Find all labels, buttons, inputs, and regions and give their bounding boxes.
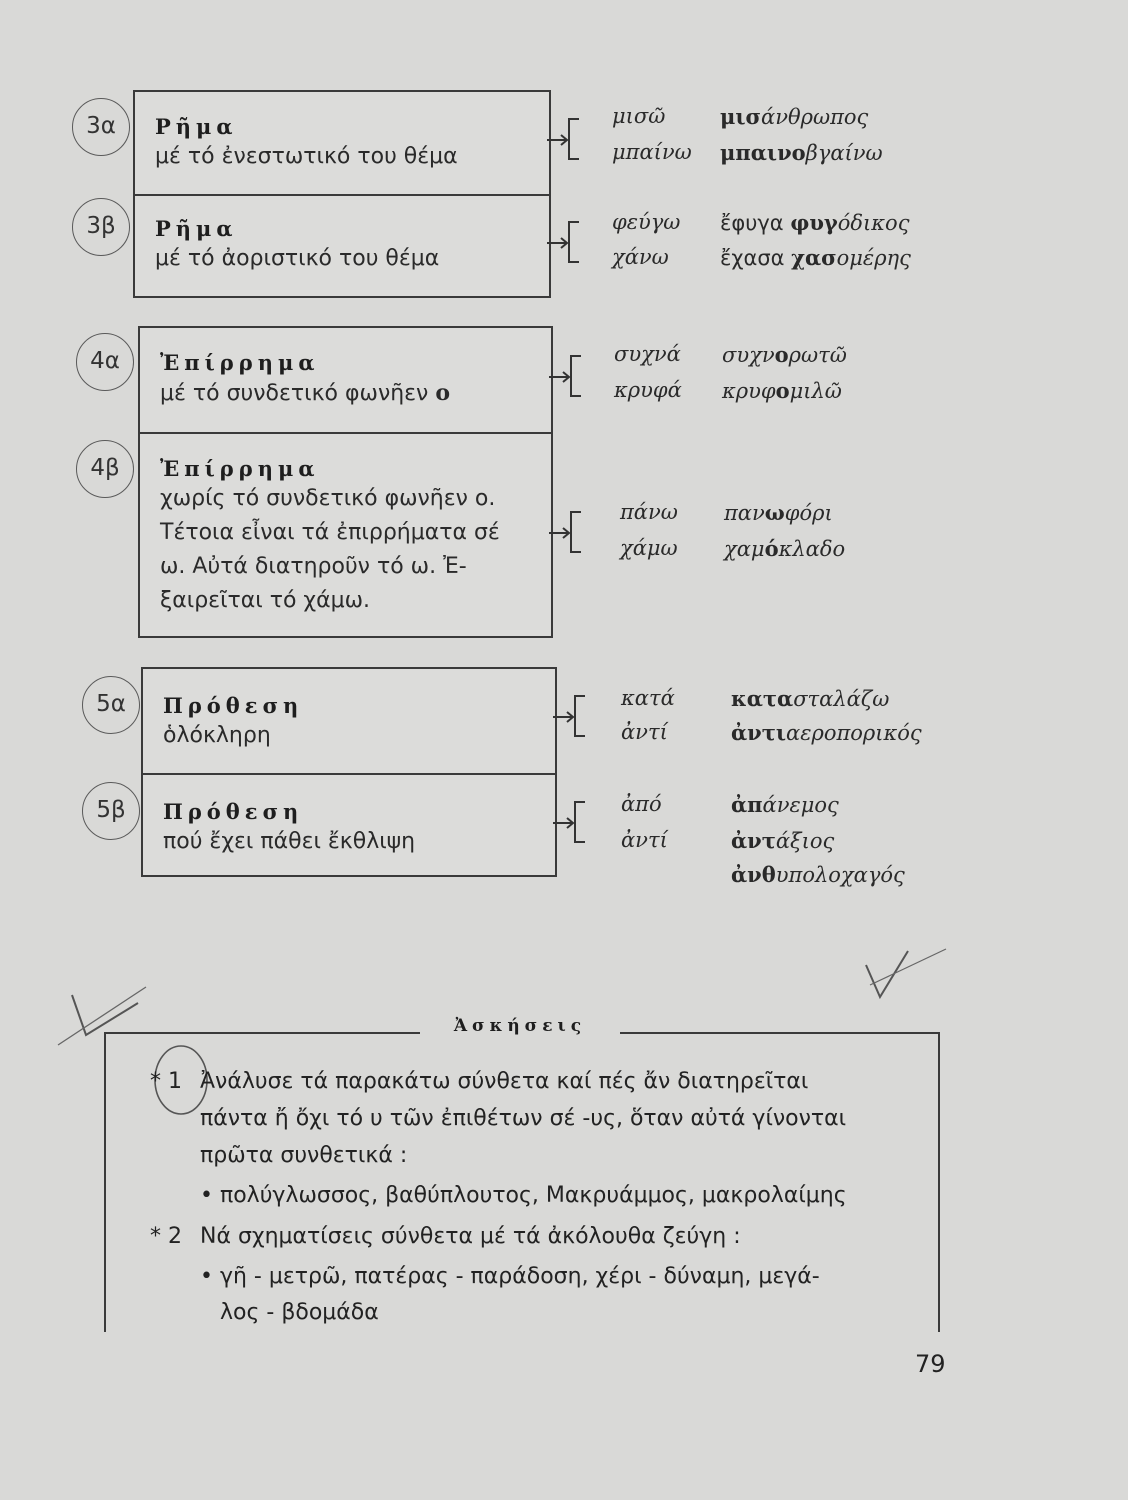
section-label: 5α — [82, 676, 140, 734]
cell-title: Ἐπίρρημα — [160, 456, 320, 481]
example-word: χάνω — [612, 245, 669, 269]
example-compound: ἀνθυπολοχαγός — [731, 862, 905, 887]
example-word: κρυφά — [614, 378, 682, 402]
exercise-bullet: • πολύγλωσσος, βαθύπλουτος, Μακρυάμμος, μακρολαίμης — [200, 1183, 847, 1208]
section-label: 3β — [72, 198, 130, 256]
example-compound: συχνορωτῶ — [722, 342, 847, 367]
exercise-number: * 2 — [150, 1224, 182, 1249]
bracket-arrow-icon — [547, 508, 587, 558]
exercise-line: πρῶτα συνθετικά : — [200, 1143, 408, 1168]
preposition-whole-cell — [143, 669, 555, 773]
bracket-arrow-icon — [547, 352, 587, 402]
example-word: ἀπό — [621, 792, 662, 816]
example-word: φεύγω — [612, 210, 681, 234]
cell-text: Τέτοια εἶναι τά ἐπιρρήματα σέ — [160, 520, 500, 545]
example-word: πάνω — [620, 500, 678, 524]
exercise-line: Νά σχηματίσεις σύνθετα μέ τά ἀκόλουθα ζεύγη : — [200, 1224, 741, 1249]
example-compound: κρυφομιλῶ — [722, 378, 842, 403]
example-compound: μπαινοβγαίνω — [720, 140, 883, 165]
exercise-line: Ἀνάλυσε τά παρακάτω σύνθετα καί πές ἄν διατηρεῖται — [200, 1069, 809, 1094]
bracket-arrow-icon — [545, 218, 585, 268]
example-word: ἀντί — [621, 720, 668, 744]
cell-title: Πρόθεση — [163, 693, 304, 718]
exercise-bullet: • γῆ - μετρῶ, πατέρας - παράδοση, χέρι - δύναμη, μεγά- — [200, 1264, 820, 1289]
example-compound: ἀπάνεμος — [731, 792, 839, 817]
example-compound: ἔφυγα φυγόδικος — [720, 210, 910, 235]
section-label: 3α — [72, 98, 130, 156]
cell-text: μέ τό ἐνεστωτικό του θέμα — [155, 144, 458, 169]
example-word: χάμω — [620, 536, 678, 560]
cell-text: χωρίς τό συνδετικό φωνῆεν ο. — [160, 486, 496, 511]
example-compound: ἀντιαεροπορικός — [731, 720, 922, 745]
cell-title: Ρῆμα — [155, 114, 238, 139]
exercise-text — [200, 1063, 940, 1174]
example-word: μπαίνω — [612, 140, 692, 164]
example-word: μισῶ — [612, 104, 666, 128]
cell-text: πού ἔχει πάθει ἔκθλιψη — [163, 829, 416, 854]
exercises-title: Ἀσκήσεις — [420, 1016, 620, 1036]
section-label: 5β — [82, 782, 140, 840]
example-compound: κατασταλάζω — [731, 686, 890, 711]
verb-aorist-cell — [135, 194, 549, 296]
section-label: 4β — [76, 440, 134, 498]
example-word: κατά — [621, 686, 675, 710]
page-number: 79 — [915, 1350, 946, 1378]
cell-text: ξαιρεῖται τό χάμω. — [160, 588, 371, 613]
cell-text: μέ τό ἀοριστικό του θέμα — [155, 246, 440, 271]
cell-text: μέ τό συνδετικό φωνῆεν ο — [160, 380, 451, 406]
exercise-text — [200, 1218, 940, 1255]
cell-title: Ρῆμα — [155, 216, 238, 241]
exercise-number: * 1 — [150, 1069, 182, 1094]
bracket-arrow-icon — [551, 798, 591, 848]
example-compound: ἀντάξιος — [731, 828, 835, 853]
preposition-elided-cell — [143, 773, 555, 875]
verb-box — [133, 90, 551, 298]
cell-title: Πρόθεση — [163, 799, 304, 824]
adverb-box — [138, 326, 553, 638]
adverb-with-o-cell — [140, 328, 551, 432]
example-word: συχνά — [614, 342, 681, 366]
verb-present-cell — [135, 92, 549, 194]
cell-title: Ἐπίρρημα — [160, 350, 320, 375]
example-compound: πανωφόρι — [724, 500, 833, 525]
cell-text: ὁλόκληρη — [163, 723, 271, 748]
section-label: 4α — [76, 333, 134, 391]
exercise-line: πάντα ἤ ὄχι τό υ τῶν ἐπιθέτων σέ -υς, ὅταν αὐτά γίνονται — [200, 1106, 847, 1131]
example-compound: μισάνθρωπος — [720, 104, 869, 129]
bracket-arrow-icon — [545, 115, 585, 165]
exercise-bullet-continued: λος - βδομάδα — [220, 1300, 379, 1325]
bracket-arrow-icon — [551, 692, 591, 742]
example-compound: ἔχασα χασομέρης — [720, 245, 911, 270]
cell-text: ω. Αὐτά διατηροῦν τό ω. Ἐ- — [160, 554, 467, 579]
example-word: ἀντί — [621, 828, 668, 852]
checkmark-icon — [860, 945, 950, 1005]
preposition-box — [141, 667, 557, 877]
adverb-without-o-cell — [140, 432, 551, 636]
example-compound: χαμόκλαδο — [724, 536, 846, 561]
